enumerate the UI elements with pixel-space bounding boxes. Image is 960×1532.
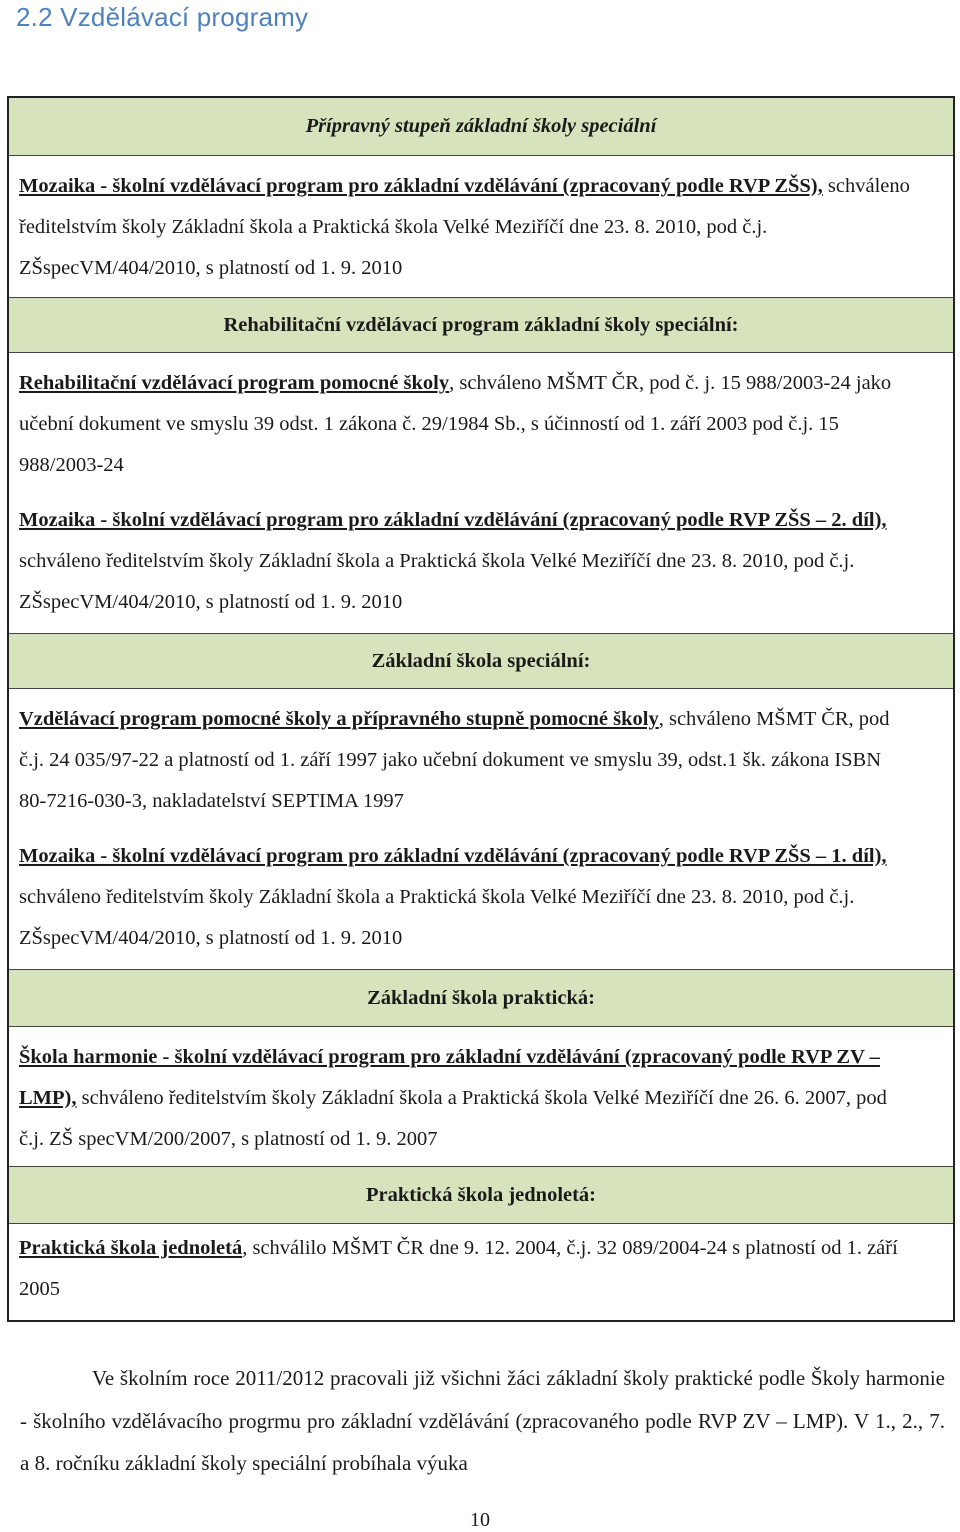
body-paragraph (20, 1357, 945, 1485)
section-header: Rehabilitační vzdělávací program základní školy speciální: (9, 298, 953, 353)
program-name: Praktická škola jednoletá (19, 1237, 243, 1259)
program-details: , schváleno MŠMT ČR, pod č.j. 24 035/97-22 a platností od 1. září 1997 jako učební dokument ve smyslu 39, odst.1 šk. zákona ISBN 80-7216-030-3, nakladatelství SEPTIMA 1997 (19, 708, 890, 812)
program-details: schváleno ředitelstvím školy Základní škola a Praktická škola Velké Meziříčí dne 26. 6. 2007, pod č.j. ZŠ specVM/200/2007, s platností od 1. 9. 2007 (19, 1087, 887, 1150)
program-name: Rehabilitační vzdělávací program pomocné školy (19, 372, 450, 394)
program-entry-group (9, 353, 953, 634)
program-entry (19, 500, 913, 623)
section-header: Přípravný stupeň základní školy speciální (9, 98, 953, 156)
program-entry (9, 1027, 953, 1167)
section-header: Základní škola praktická: (9, 970, 953, 1027)
section-heading: 2.2 Vzdělávací programy (16, 2, 309, 32)
section-header: Základní škola speciální: (9, 634, 953, 689)
program-entry (9, 1224, 953, 1320)
page-number: 10 (470, 1509, 490, 1531)
programs-table (7, 96, 955, 1322)
program-entry-group (9, 689, 953, 970)
program-name: Mozaika - školní vzdělávací program pro základní vzdělávání (zpracovaný podle RVP ZŠS – 1. díl), (19, 845, 887, 867)
program-entry (19, 699, 913, 822)
program-details: schváleno ředitelstvím školy Základní škola a Praktická škola Velké Meziříčí dne 23. 8. 2010, pod č.j. ZŠspecVM/404/2010, s platností od 1. 9. 2010 (19, 175, 910, 279)
program-entry (19, 836, 913, 959)
program-details: , schváleno MŠMT ČR, pod č. j. 15 988/2003-24 jako učební dokument ve smyslu 39 odst. 1 zákona č. 29/1984 Sb., s účinností od 1. září 2003 pod č.j. 15 988/2003-24 (19, 372, 892, 476)
program-name: Mozaika - školní vzdělávací program pro základní vzdělávání (zpracovaný podle RVP ZŠS – 2. díl), (19, 509, 887, 531)
program-name: Škola harmonie - školní vzdělávací program pro základní vzdělávání (zpracovaný podle RVP ZV – LMP), (19, 1046, 880, 1109)
program-details: schváleno ředitelstvím školy Základní škola a Praktická škola Velké Meziříčí dne 23. 8. 2010, pod č.j. ZŠspecVM/404/2010, s platností od 1. 9. 2010 (19, 550, 855, 613)
program-name: Mozaika - školní vzdělávací program pro základní vzdělávání (zpracovaný podle RVP ZŠS), (19, 175, 823, 197)
section-header: Praktická škola jednoletá: (9, 1167, 953, 1224)
program-entry (9, 156, 953, 298)
program-details: , schválilo MŠMT ČR dne 9. 12. 2004, č.j. 32 089/2004-24 s platností od 1. září 2005 (19, 1237, 898, 1300)
program-details: schváleno ředitelstvím školy Základní škola a Praktická škola Velké Meziříčí dne 23. 8. 2010, pod č.j. ZŠspecVM/404/2010, s platností od 1. 9. 2010 (19, 886, 855, 949)
program-entry (19, 363, 913, 486)
program-name: Vzdělávací program pomocné školy a přípravného stupně pomocné školy (19, 708, 659, 730)
body-paragraph-text: Ve školním roce 2011/2012 pracovali již všichni žáci základní školy praktické podle Školy harmonie - školního vzdělávacího progrmu pro základní vzdělávání (zpracovaného podle RVP ZV – LMP). V 1., 2., 7. a 8. ročníku základní školy speciální probíhala výuka (20, 1366, 945, 1475)
